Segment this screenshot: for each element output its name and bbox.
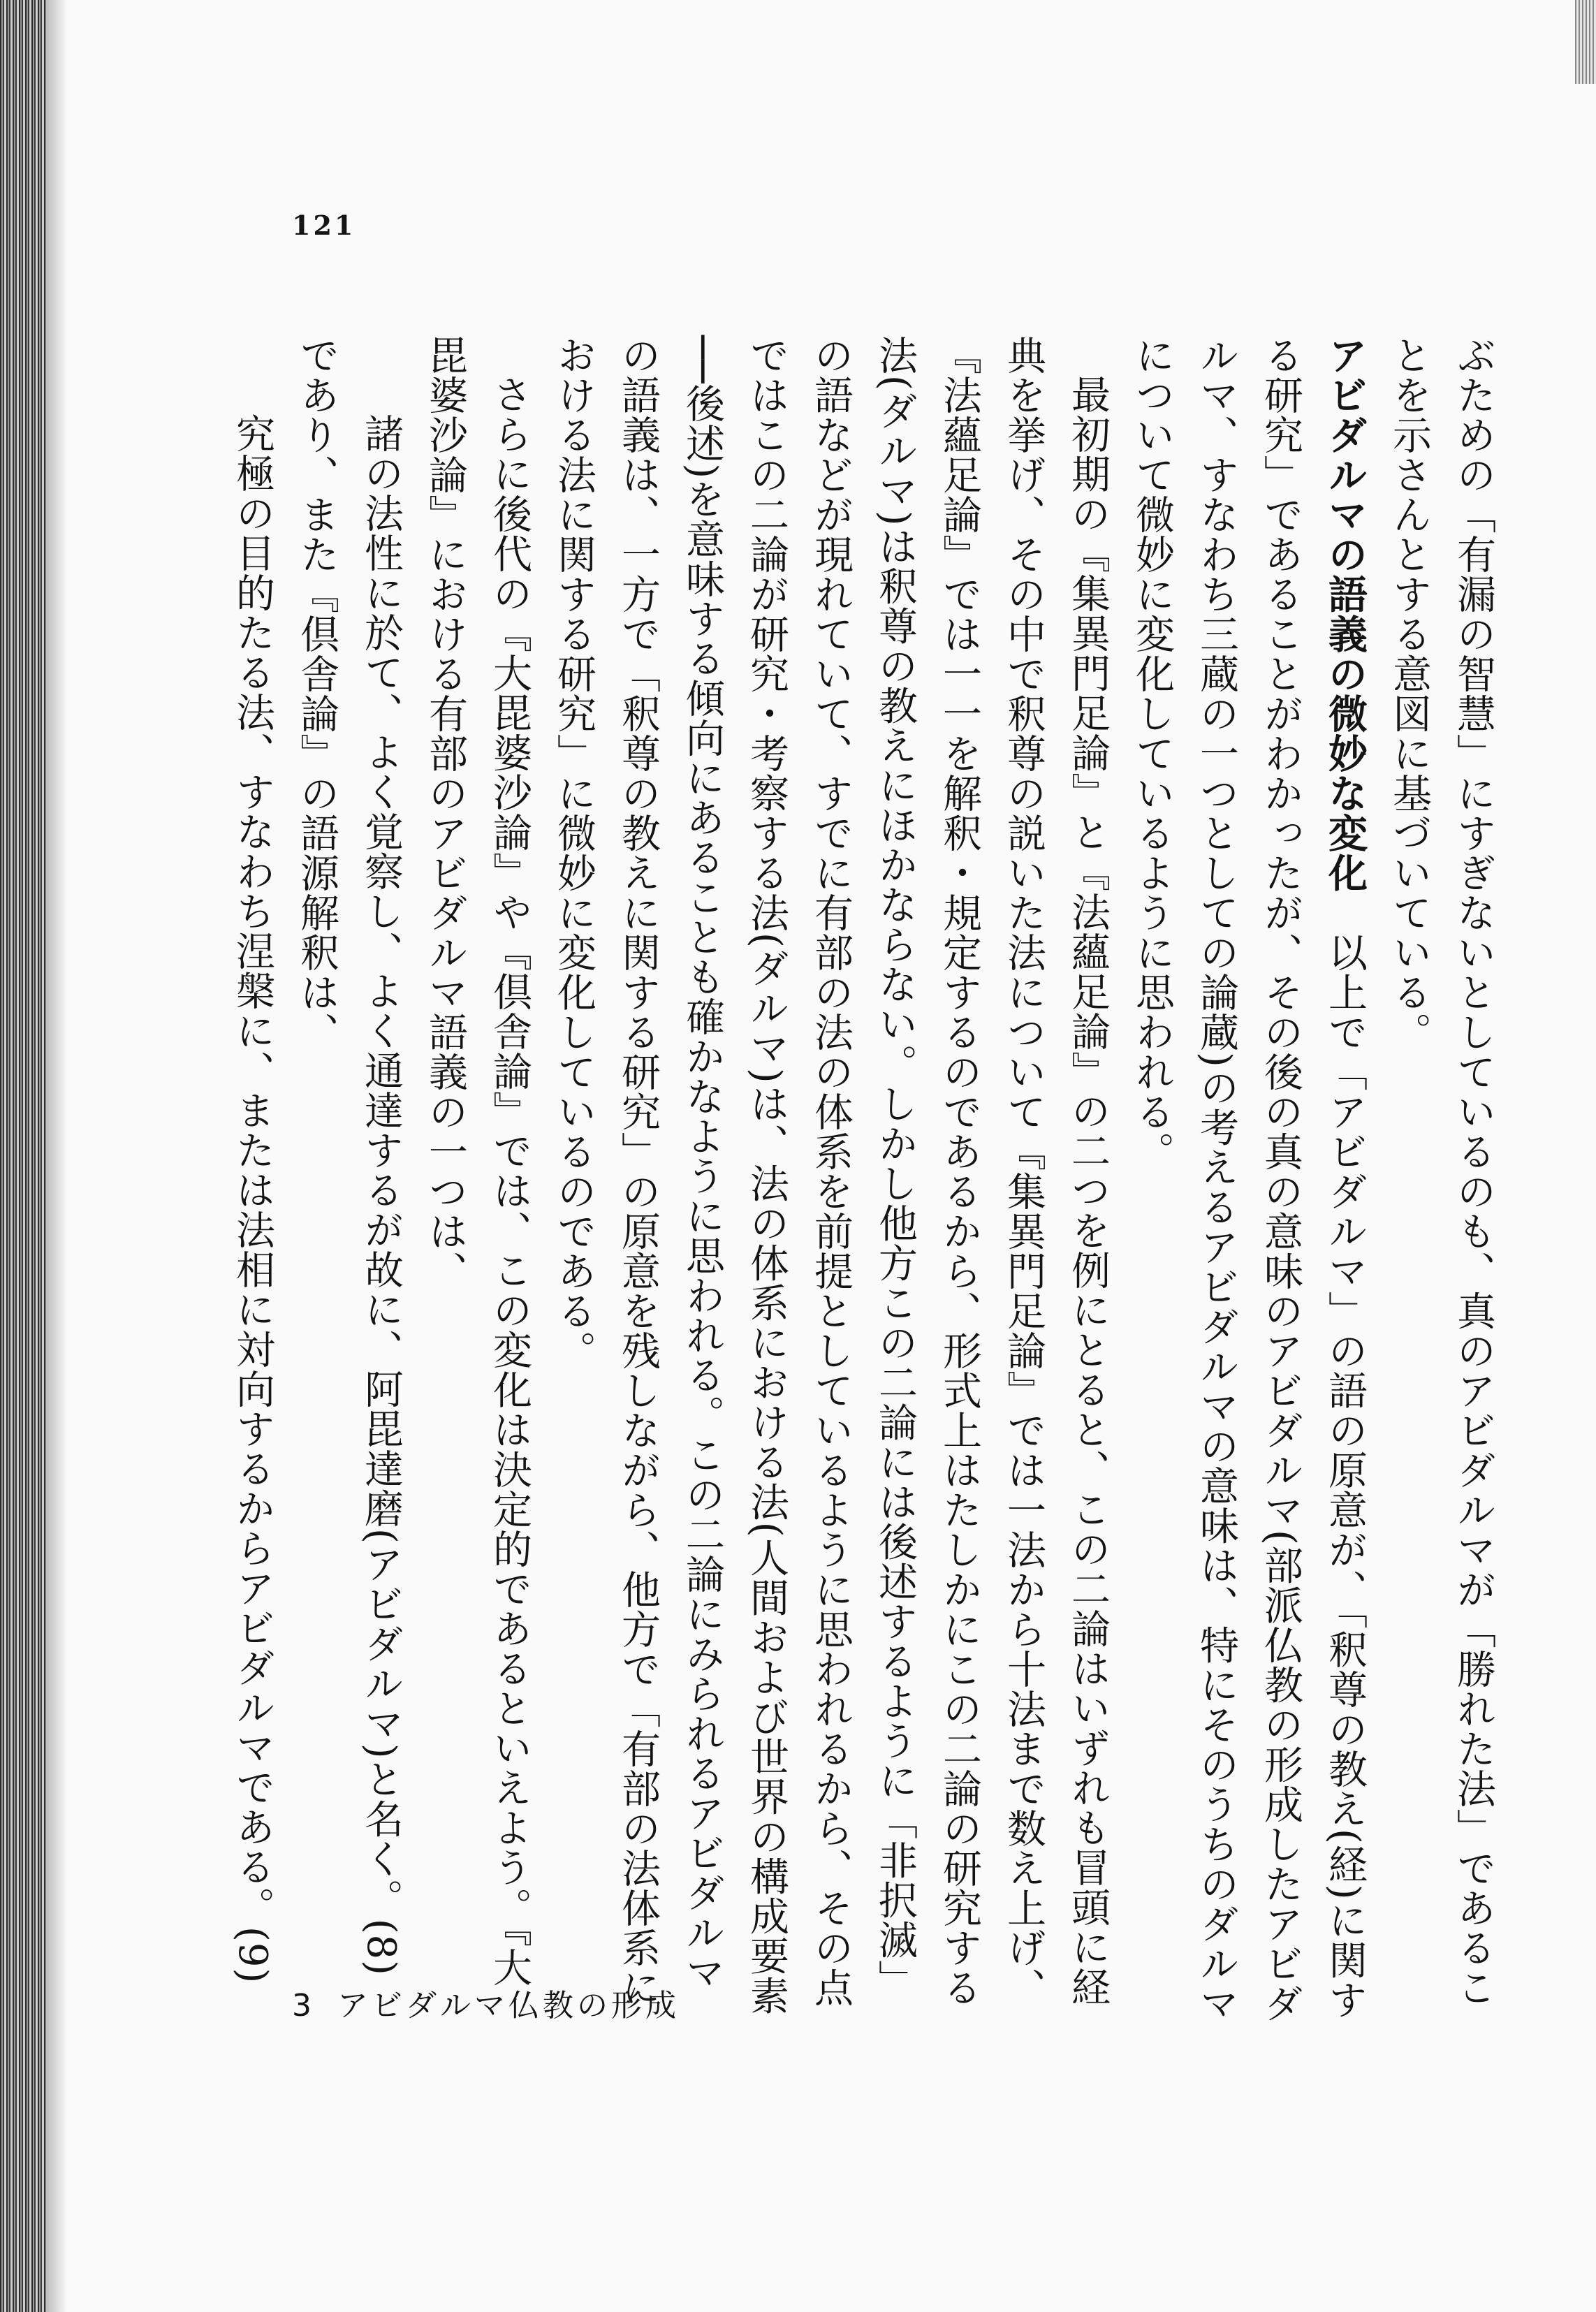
chapter-title: アビダルマ仏教の形成 (337, 1988, 680, 2024)
quotation-2: 究極の目的たる法、すなわち涅槃に、または法相に対向するからアビダルマである。(9) (230, 414, 275, 1984)
scan-corner-mark (1575, 0, 1596, 84)
paragraph-1: ぶための「有漏の智慧」にすぎないとしているのも、真のアビダルマが「勝れた法」であることを示さんとする意図に基づいている。 (1386, 335, 1496, 2007)
paragraph-2 (1120, 335, 1377, 2026)
page-number: 121 (292, 210, 356, 241)
section-heading: アビダルマの語義の微妙な変化 (1322, 335, 1368, 893)
gutter-shadow (46, 0, 67, 2312)
paragraph-4: さらに後代の『大毘婆沙論』や『倶舎論』では、この変化は決定的であるといえよう。『大毘婆沙論』における有部のアビダルマ語義の一つは、 (423, 335, 532, 1987)
paragraph-3: 最初期の『集異門足論』と『法蘊足論』の二つを例にとると、この二論はいずれも冒頭に経典を挙げ、その中で釈尊の説いた法について『集異門足論』では一法から十法まで数え上げ、『法蘊足論』では一一を解釈・規定するのであるから、形式上はたしかにこの二論の研究する法(ダルマ)は釈尊の教えにほかならない。しかし他方この二論には後述するように「非択滅」の語などが現れていて、すでに有部の法の体系を前提としているように思われるから、その点ではこの二論が研究・考察する法(ダルマ)は、法の体系における法(人間および世界の構成要素──後述)を意味する傾向にあることも確かなように思われる。この二論にみられるアビダルマの語義は、一方で「釈尊の教えに関する研究」の原意を残しながら、他方で「有部の法体系における法に関する研究」に微妙に変化しているのである。 (551, 335, 1111, 2016)
vertical-body-text (150, 335, 1505, 2026)
book-gutter-edge (0, 0, 46, 2312)
chapter-number: 3 (292, 1988, 315, 2024)
paragraph-2-text: 以上で「アビダルマ」の語の原意が、「釈尊の教え(経)に関する研究」であることがわかったが、その後の真の意味のアビダルマ(部派仏教の形成したアビダルマ、すなわち三蔵の一つとしての論蔵)の考えるアビダルマの意味は、特にそのうちのダルマについて微妙に変化しているように思われる。 (1129, 335, 1368, 2024)
paragraph-5: であり、また『倶舎論』の語源解釈は、 (294, 335, 339, 1052)
running-footer (292, 1980, 680, 2025)
quotation-1: 諸の法性に於て、よく覚察し、よく通達するが故に、阿毘達磨(アビダルマ)と名く。(8) (358, 414, 404, 1977)
